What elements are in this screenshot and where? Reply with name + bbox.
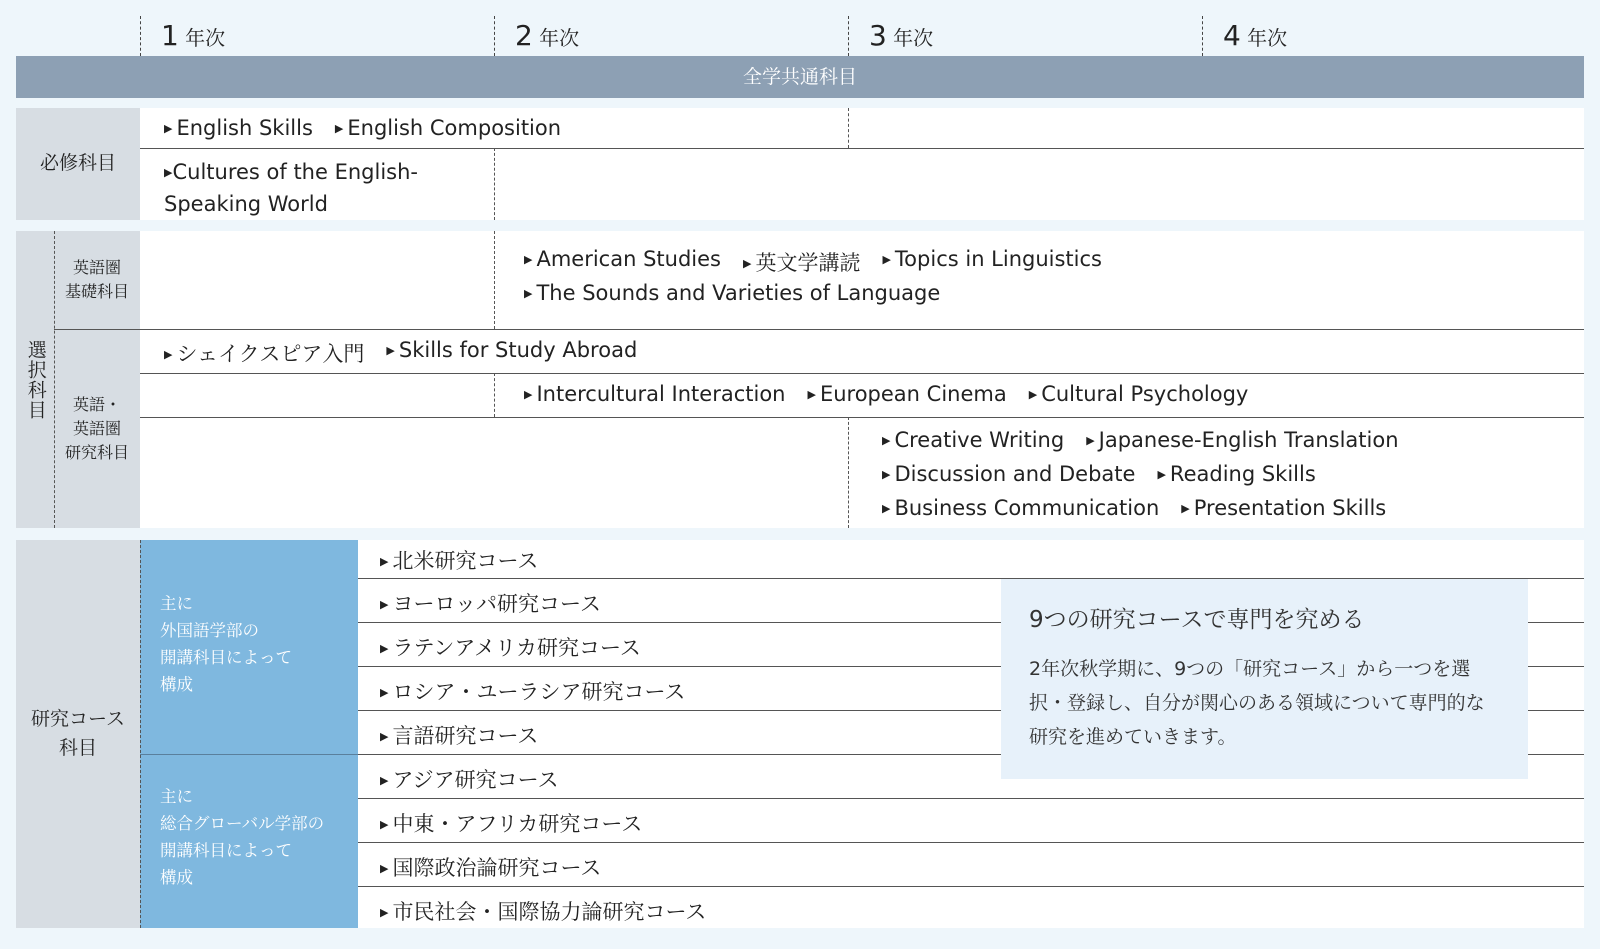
year-label: 2 年次 (515, 19, 580, 52)
info-body: 2年次秋学期に、9つの「研究コース」から一つを選択・登録し、自分が関心のある領域について専門的な研究を進めていきます。 (1029, 658, 1485, 748)
basic-subjects-label: 英語圏 基礎科目 (64, 258, 129, 301)
basic-row-2 (524, 281, 940, 305)
course-item: ▶ Intercultural Interaction (524, 382, 785, 406)
course-item: ▶ Business Communication (882, 496, 1159, 520)
required-label: 必修科目 (16, 108, 140, 220)
course-item: ▶ 国際政治論研究コース (380, 852, 601, 882)
course-item: ▶ Creative Writing (882, 428, 1064, 452)
course-item: Cultures of the English-Speaking World (164, 160, 418, 216)
common-subjects-banner: 全学共通科目 (16, 56, 1584, 98)
basic-row-1 (524, 247, 1102, 277)
elective-label-text: 選択科目 (24, 339, 47, 420)
course-item: ▶ American Studies (524, 247, 721, 277)
row-divider (358, 886, 1584, 887)
required-row-2 (164, 158, 464, 218)
course-item: ▶ English Composition (335, 116, 561, 140)
group-1-label-area (140, 540, 358, 754)
course-item: ▶ シェイクスピア入門 (164, 338, 364, 368)
year-divider (494, 373, 495, 417)
year-divider (848, 108, 849, 148)
row-divider (54, 329, 1584, 330)
label-divider (140, 540, 141, 928)
course-item: ▶ Reading Skills (1157, 462, 1315, 486)
course-item: ▶ Skills for Study Abroad (386, 338, 637, 368)
group-1-label: 主に 外国語学部の 開講科目によって 構成 (160, 594, 292, 694)
year-2-header (494, 16, 869, 56)
year-divider (848, 417, 849, 528)
course-item: ▶ 中東・アフリカ研究コース (380, 808, 642, 838)
year-divider (494, 231, 495, 329)
course-item: ▶ 英文学講読 (743, 247, 860, 277)
course-item: ▶ ヨーロッパ研究コース (380, 588, 601, 618)
course-item: ▶ Cultural Psychology (1029, 382, 1249, 406)
year-4-header (1202, 16, 1600, 56)
research-row-1 (164, 338, 637, 368)
triangle-bullet-icon: ▶ (164, 166, 173, 179)
research-row-3b (882, 462, 1316, 486)
course-item: ▶ ラテンアメリカ研究コース (380, 632, 641, 662)
info-title: 9つの研究コースで専門を究める (1029, 607, 1365, 633)
course-item: ▶ アジア研究コース (380, 764, 559, 794)
course-item: ▶ The Sounds and Varieties of Language (524, 281, 940, 305)
course-item: ▶ Discussion and Debate (882, 462, 1135, 486)
row-divider (140, 417, 1584, 418)
course-item: ▶ ロシア・ユーラシア研究コース (380, 676, 685, 706)
course-item: ▶ 市民社会・国際協力論研究コース (380, 896, 706, 926)
year-divider (494, 148, 495, 220)
year-label: 1 年次 (161, 19, 226, 52)
group-2-label-area (140, 754, 358, 928)
course-item: ▶ Japanese-English Translation (1086, 428, 1398, 452)
year-label: 4 年次 (1223, 19, 1288, 52)
course-item: ▶ English Skills (164, 116, 313, 140)
required-row-1 (164, 116, 561, 140)
course-item: ▶ European Cinema (807, 382, 1006, 406)
research-courses-label: 研究コース 科目 (16, 540, 140, 928)
research-row-2 (524, 382, 1248, 406)
group-2-label: 主に 総合グローバル学部の 開講科目によって 構成 (160, 787, 325, 887)
row-divider (358, 798, 1584, 799)
research-row-3a (882, 428, 1399, 452)
year-3-header (848, 16, 1223, 56)
row-divider (140, 148, 1584, 149)
year-1-header (140, 16, 515, 56)
row-divider (358, 842, 1584, 843)
course-item: ▶ 言語研究コース (380, 720, 538, 750)
course-item: ▶ Presentation Skills (1181, 496, 1386, 520)
research-subjects-label: 英語・ 英語圏 研究科目 (64, 394, 129, 462)
elective-label (16, 231, 54, 528)
research-course-info-box (1001, 579, 1528, 779)
course-item: ▶ 北米研究コース (380, 545, 538, 575)
row-divider (140, 373, 1584, 374)
year-label: 3 年次 (869, 19, 934, 52)
course-item: ▶ Topics in Linguistics (882, 247, 1102, 277)
research-row-3c (882, 496, 1386, 520)
